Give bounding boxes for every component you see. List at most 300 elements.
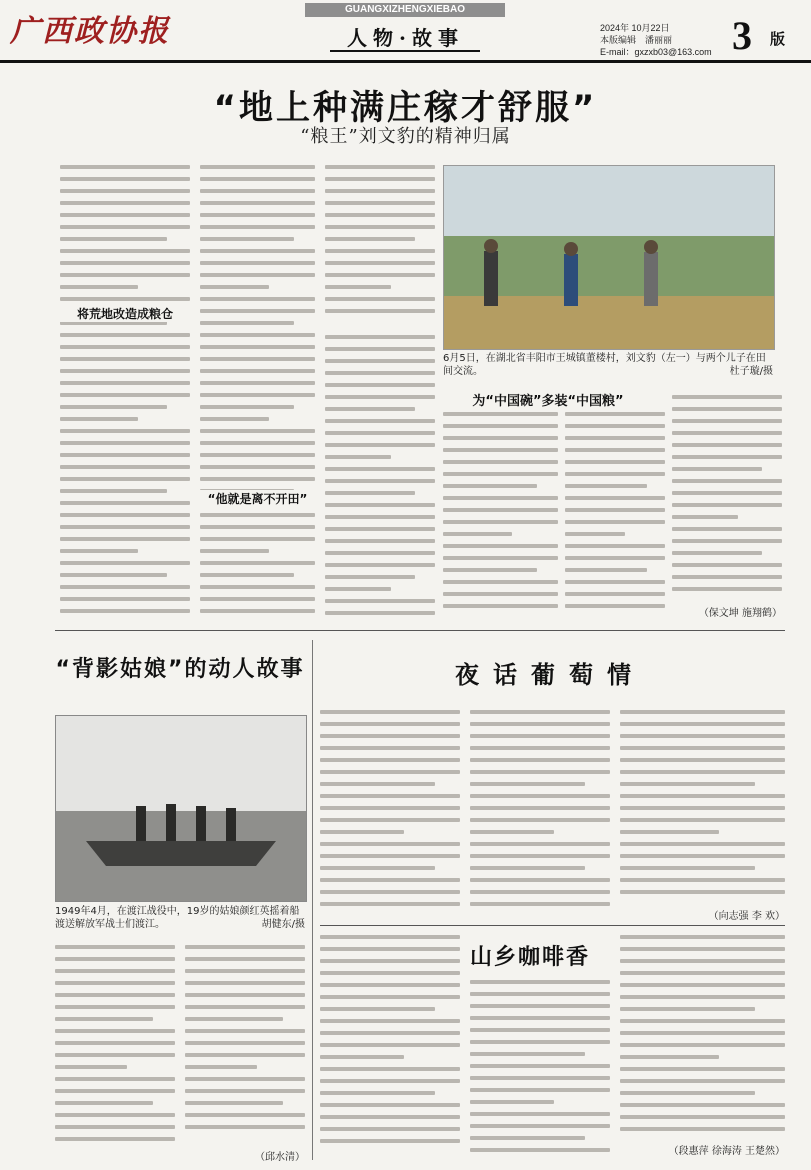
text-line bbox=[320, 995, 460, 999]
feature-photo-credit: 胡健东/摄 bbox=[261, 919, 305, 930]
text-line bbox=[470, 866, 585, 870]
text-line bbox=[620, 866, 755, 870]
text-line bbox=[620, 710, 785, 714]
text-line bbox=[55, 1005, 175, 1009]
grape-title: 夜话葡萄情 bbox=[455, 661, 645, 689]
text-line bbox=[470, 1148, 610, 1152]
text-line bbox=[325, 395, 435, 399]
issue-meta bbox=[600, 22, 712, 58]
column-divider bbox=[312, 640, 313, 1160]
text-line bbox=[470, 1100, 554, 1104]
lead-body-column bbox=[325, 335, 435, 625]
text-line bbox=[320, 1043, 460, 1047]
text-line bbox=[200, 585, 315, 589]
text-line bbox=[443, 532, 512, 536]
text-line bbox=[60, 525, 190, 529]
text-line bbox=[320, 734, 460, 738]
text-line bbox=[325, 189, 435, 193]
text-line bbox=[320, 830, 404, 834]
text-line bbox=[620, 734, 785, 738]
text-line bbox=[185, 1077, 305, 1081]
text-line bbox=[470, 1124, 610, 1128]
lead-headline: “地上种满庄稼才舒服” bbox=[213, 88, 598, 128]
text-line bbox=[443, 520, 558, 524]
coffee-body-column bbox=[620, 935, 785, 1140]
lead-photo-caption-text: 6月5日，在湖北省丰阳市王城镇董楼村，刘文豹（左一）与两个儿子在田间交流。 bbox=[443, 353, 766, 377]
text-line bbox=[470, 1028, 610, 1032]
text-line bbox=[620, 842, 785, 846]
text-line bbox=[185, 1113, 305, 1117]
pinyin-bar bbox=[305, 3, 505, 17]
text-line bbox=[620, 746, 785, 750]
text-line bbox=[443, 484, 537, 488]
lead-body-column bbox=[325, 165, 435, 325]
text-line bbox=[320, 854, 460, 858]
lead-byline: （保文坤 施翔鹤） bbox=[698, 608, 782, 619]
text-line bbox=[565, 592, 665, 596]
text-line bbox=[620, 830, 719, 834]
text-line bbox=[60, 549, 138, 553]
text-line bbox=[565, 544, 665, 548]
text-line bbox=[200, 177, 315, 181]
text-line bbox=[200, 477, 315, 481]
grape-body-column bbox=[320, 710, 460, 920]
text-line bbox=[320, 1139, 460, 1143]
text-line bbox=[60, 501, 190, 505]
feature-title: “背影姑娘”的动人故事 bbox=[55, 657, 305, 682]
text-line bbox=[620, 1091, 755, 1095]
text-line bbox=[55, 1053, 175, 1057]
text-line bbox=[620, 959, 785, 963]
text-line bbox=[320, 710, 460, 714]
text-line bbox=[60, 417, 138, 421]
text-line bbox=[470, 806, 610, 810]
feature-byline: （邱水清） bbox=[255, 1152, 305, 1163]
text-line bbox=[60, 285, 138, 289]
text-line bbox=[60, 429, 190, 433]
coffee-byline: （段惠萍 徐海涛 王楚然） bbox=[668, 1146, 785, 1157]
text-line bbox=[672, 431, 782, 435]
text-line bbox=[620, 1031, 785, 1035]
text-line bbox=[200, 333, 315, 337]
text-line bbox=[200, 261, 315, 265]
text-line bbox=[565, 532, 625, 536]
text-line bbox=[620, 722, 785, 726]
text-line bbox=[320, 1019, 460, 1023]
text-line bbox=[565, 472, 665, 476]
text-line bbox=[60, 381, 190, 385]
text-line bbox=[620, 878, 785, 882]
text-line bbox=[470, 854, 610, 858]
text-line bbox=[325, 201, 435, 205]
text-line bbox=[325, 309, 435, 313]
text-line bbox=[60, 237, 167, 241]
text-line bbox=[325, 575, 415, 579]
field-scene-illustration bbox=[444, 166, 774, 349]
text-line bbox=[60, 489, 167, 493]
text-line bbox=[470, 1088, 610, 1092]
text-line bbox=[320, 983, 460, 987]
grape-body-column bbox=[470, 710, 610, 920]
text-line bbox=[672, 491, 782, 495]
text-line bbox=[325, 503, 435, 507]
text-line bbox=[320, 890, 460, 894]
text-line bbox=[672, 527, 782, 531]
text-line bbox=[200, 597, 315, 601]
section-divider bbox=[320, 925, 785, 926]
text-line bbox=[565, 484, 647, 488]
issue-date: 2024年 10月22日 bbox=[600, 23, 670, 33]
text-line bbox=[55, 1077, 175, 1081]
text-line bbox=[672, 467, 762, 471]
text-line bbox=[620, 935, 785, 939]
text-line bbox=[620, 806, 785, 810]
text-line bbox=[200, 213, 315, 217]
text-line bbox=[325, 455, 391, 459]
text-line bbox=[443, 580, 558, 584]
text-line bbox=[320, 758, 460, 762]
text-line bbox=[320, 794, 460, 798]
lead-body-column bbox=[60, 165, 190, 625]
text-line bbox=[470, 1136, 585, 1140]
text-line bbox=[60, 333, 190, 337]
text-line bbox=[565, 520, 665, 524]
text-line bbox=[325, 285, 391, 289]
lead-subheadline: “粮王”刘文豹的精神归属 bbox=[300, 126, 511, 147]
text-line bbox=[200, 381, 315, 385]
text-line bbox=[320, 947, 460, 951]
text-line bbox=[470, 746, 610, 750]
text-line bbox=[672, 479, 782, 483]
text-line bbox=[470, 1064, 610, 1068]
text-line bbox=[443, 508, 558, 512]
text-line bbox=[443, 544, 558, 548]
text-line bbox=[620, 971, 785, 975]
text-line bbox=[60, 345, 190, 349]
text-line bbox=[325, 551, 435, 555]
text-line bbox=[620, 983, 785, 987]
text-line bbox=[200, 393, 315, 397]
text-line bbox=[320, 770, 460, 774]
text-line bbox=[470, 794, 610, 798]
text-line bbox=[320, 1115, 460, 1119]
text-line bbox=[55, 1017, 153, 1021]
coffee-body-column bbox=[320, 935, 460, 1155]
section-rule bbox=[330, 50, 480, 52]
text-line bbox=[672, 395, 782, 399]
text-line bbox=[60, 273, 190, 277]
text-line bbox=[443, 604, 558, 608]
text-line bbox=[443, 460, 558, 464]
text-line bbox=[672, 563, 782, 567]
text-line bbox=[200, 405, 294, 409]
text-line bbox=[565, 448, 665, 452]
grape-body-column bbox=[620, 710, 785, 905]
text-line bbox=[200, 573, 294, 577]
feature-photo bbox=[55, 715, 307, 902]
text-line bbox=[200, 441, 315, 445]
text-line bbox=[470, 842, 610, 846]
text-line bbox=[443, 592, 558, 596]
text-line bbox=[325, 261, 435, 265]
text-line bbox=[60, 477, 190, 481]
text-line bbox=[672, 551, 762, 555]
text-line bbox=[470, 830, 554, 834]
text-line bbox=[200, 537, 315, 541]
text-line bbox=[60, 609, 190, 613]
text-line bbox=[672, 575, 782, 579]
text-line bbox=[185, 1017, 283, 1021]
section-divider bbox=[55, 630, 785, 631]
text-line bbox=[565, 580, 665, 584]
text-line bbox=[443, 448, 558, 452]
text-line bbox=[60, 405, 167, 409]
text-line bbox=[185, 945, 305, 949]
text-line bbox=[200, 285, 269, 289]
text-line bbox=[325, 467, 435, 471]
lead-body-column bbox=[443, 412, 558, 617]
section-name: 人物·故事 bbox=[347, 26, 464, 50]
text-line bbox=[55, 1125, 175, 1129]
text-line bbox=[320, 866, 435, 870]
text-line bbox=[55, 1113, 175, 1117]
text-line bbox=[60, 513, 190, 517]
lead-section-head: “他就是离不开田” bbox=[200, 490, 315, 507]
text-line bbox=[200, 465, 315, 469]
text-line bbox=[55, 993, 175, 997]
text-line bbox=[60, 201, 190, 205]
text-line bbox=[325, 479, 435, 483]
text-line bbox=[470, 1112, 610, 1116]
text-line bbox=[320, 1007, 435, 1011]
text-line bbox=[620, 1019, 785, 1023]
text-line bbox=[185, 969, 305, 973]
text-line bbox=[672, 419, 782, 423]
text-line bbox=[320, 935, 460, 939]
text-line bbox=[443, 472, 558, 476]
text-line bbox=[565, 604, 665, 608]
text-line bbox=[325, 297, 435, 301]
text-line bbox=[565, 568, 647, 572]
text-line bbox=[470, 890, 610, 894]
text-line bbox=[565, 508, 665, 512]
text-line bbox=[443, 568, 537, 572]
text-line bbox=[60, 261, 190, 265]
text-line bbox=[620, 758, 785, 762]
text-line bbox=[60, 585, 190, 589]
paper-name: 广西政协报 bbox=[10, 14, 170, 49]
text-line bbox=[325, 587, 391, 591]
text-line bbox=[325, 611, 435, 615]
contact-email: E-mail：gxzxb03@163.com bbox=[600, 47, 712, 57]
text-line bbox=[200, 429, 315, 433]
text-line bbox=[60, 225, 190, 229]
text-line bbox=[320, 1055, 404, 1059]
text-line bbox=[60, 189, 190, 193]
text-line bbox=[620, 995, 785, 999]
text-line bbox=[672, 455, 782, 459]
text-line bbox=[325, 177, 435, 181]
text-line bbox=[320, 1079, 460, 1083]
text-line bbox=[320, 971, 460, 975]
text-line bbox=[672, 587, 782, 591]
text-line bbox=[325, 407, 415, 411]
text-line bbox=[325, 491, 415, 495]
boat-scene-illustration bbox=[56, 716, 306, 901]
lead-body-column bbox=[672, 395, 782, 605]
text-line bbox=[620, 1007, 755, 1011]
text-line bbox=[200, 453, 315, 457]
text-line bbox=[200, 357, 315, 361]
text-line bbox=[470, 902, 610, 906]
text-line bbox=[200, 525, 315, 529]
text-line bbox=[185, 1053, 305, 1057]
text-line bbox=[320, 782, 435, 786]
text-line bbox=[320, 1067, 460, 1071]
lead-body-column bbox=[200, 165, 315, 625]
text-line bbox=[200, 549, 269, 553]
text-line bbox=[55, 945, 175, 949]
text-line bbox=[470, 878, 610, 882]
text-line bbox=[60, 441, 190, 445]
lead-photo bbox=[443, 165, 775, 350]
text-line bbox=[200, 321, 294, 325]
text-line bbox=[185, 957, 305, 961]
text-line bbox=[470, 1016, 610, 1020]
text-line bbox=[620, 1055, 719, 1059]
text-line bbox=[200, 609, 315, 613]
text-line bbox=[200, 345, 315, 349]
text-line bbox=[565, 460, 665, 464]
text-line bbox=[325, 249, 435, 253]
text-line bbox=[185, 1041, 305, 1045]
text-line bbox=[620, 794, 785, 798]
text-line bbox=[200, 513, 315, 517]
text-line bbox=[620, 1127, 785, 1131]
page-number: 3 bbox=[732, 13, 752, 58]
text-line bbox=[325, 599, 435, 603]
text-line bbox=[620, 1079, 785, 1083]
text-line bbox=[60, 537, 190, 541]
text-line bbox=[470, 782, 585, 786]
text-line bbox=[320, 818, 460, 822]
text-line bbox=[60, 357, 190, 361]
text-line bbox=[443, 436, 558, 440]
text-line bbox=[320, 959, 460, 963]
text-line bbox=[60, 297, 190, 301]
text-line bbox=[185, 1125, 305, 1129]
text-line bbox=[620, 1043, 785, 1047]
text-line bbox=[443, 424, 558, 428]
text-line bbox=[200, 237, 294, 241]
lead-photo-caption bbox=[443, 352, 773, 378]
text-line bbox=[200, 225, 315, 229]
lead-photo-credit: 杜子璇/摄 bbox=[729, 366, 773, 377]
text-line bbox=[55, 1137, 175, 1141]
text-line bbox=[325, 213, 435, 217]
text-line bbox=[565, 436, 665, 440]
text-line bbox=[672, 443, 782, 447]
text-line bbox=[200, 189, 315, 193]
text-line bbox=[60, 393, 190, 397]
text-line bbox=[55, 1089, 175, 1093]
text-line bbox=[60, 165, 190, 169]
text-line bbox=[325, 347, 435, 351]
text-line bbox=[565, 424, 665, 428]
text-line bbox=[55, 1041, 175, 1045]
text-line bbox=[470, 710, 610, 714]
text-line bbox=[60, 573, 167, 577]
text-line bbox=[470, 1040, 610, 1044]
text-line bbox=[470, 1076, 610, 1080]
text-line bbox=[470, 758, 610, 762]
text-line bbox=[620, 947, 785, 951]
text-line bbox=[320, 902, 460, 906]
feature-body-column bbox=[55, 945, 175, 1155]
text-line bbox=[470, 722, 610, 726]
text-line bbox=[320, 842, 460, 846]
text-line bbox=[470, 818, 610, 822]
text-line bbox=[325, 237, 415, 241]
text-line bbox=[325, 515, 435, 519]
text-line bbox=[325, 371, 435, 375]
text-line bbox=[325, 527, 435, 531]
text-line bbox=[60, 213, 190, 217]
text-line bbox=[60, 369, 190, 373]
text-line bbox=[185, 981, 305, 985]
text-line bbox=[325, 335, 435, 339]
text-line bbox=[200, 309, 315, 313]
text-line bbox=[185, 1101, 283, 1105]
text-line bbox=[185, 1065, 257, 1069]
text-line bbox=[565, 496, 665, 500]
text-line bbox=[320, 1103, 460, 1107]
text-line bbox=[200, 369, 315, 373]
masthead-rule bbox=[0, 60, 811, 63]
text-line bbox=[470, 734, 610, 738]
coffee-body-column bbox=[470, 980, 610, 1160]
text-line bbox=[565, 412, 665, 416]
text-line bbox=[320, 878, 460, 882]
text-line bbox=[55, 1029, 175, 1033]
text-line bbox=[320, 806, 460, 810]
text-line bbox=[620, 1103, 785, 1107]
text-line bbox=[60, 453, 190, 457]
text-line bbox=[620, 854, 785, 858]
text-line bbox=[55, 1065, 127, 1069]
text-line bbox=[320, 1127, 460, 1131]
text-line bbox=[620, 818, 785, 822]
text-line bbox=[185, 1029, 305, 1033]
text-line bbox=[55, 969, 175, 973]
text-line bbox=[325, 225, 435, 229]
text-line bbox=[200, 297, 315, 301]
text-line bbox=[185, 1089, 305, 1093]
text-line bbox=[60, 561, 190, 565]
feature-body-column bbox=[185, 945, 305, 1145]
text-line bbox=[325, 563, 435, 567]
text-line bbox=[325, 383, 435, 387]
text-line bbox=[443, 412, 558, 416]
text-line bbox=[672, 539, 782, 543]
text-line bbox=[200, 273, 315, 277]
text-line bbox=[320, 722, 460, 726]
lead-right-subhead: 为“中国碗”多装“中国粮” bbox=[472, 394, 624, 409]
text-line bbox=[672, 503, 782, 507]
text-line bbox=[470, 992, 610, 996]
masthead bbox=[0, 0, 811, 64]
text-line bbox=[620, 1115, 785, 1119]
